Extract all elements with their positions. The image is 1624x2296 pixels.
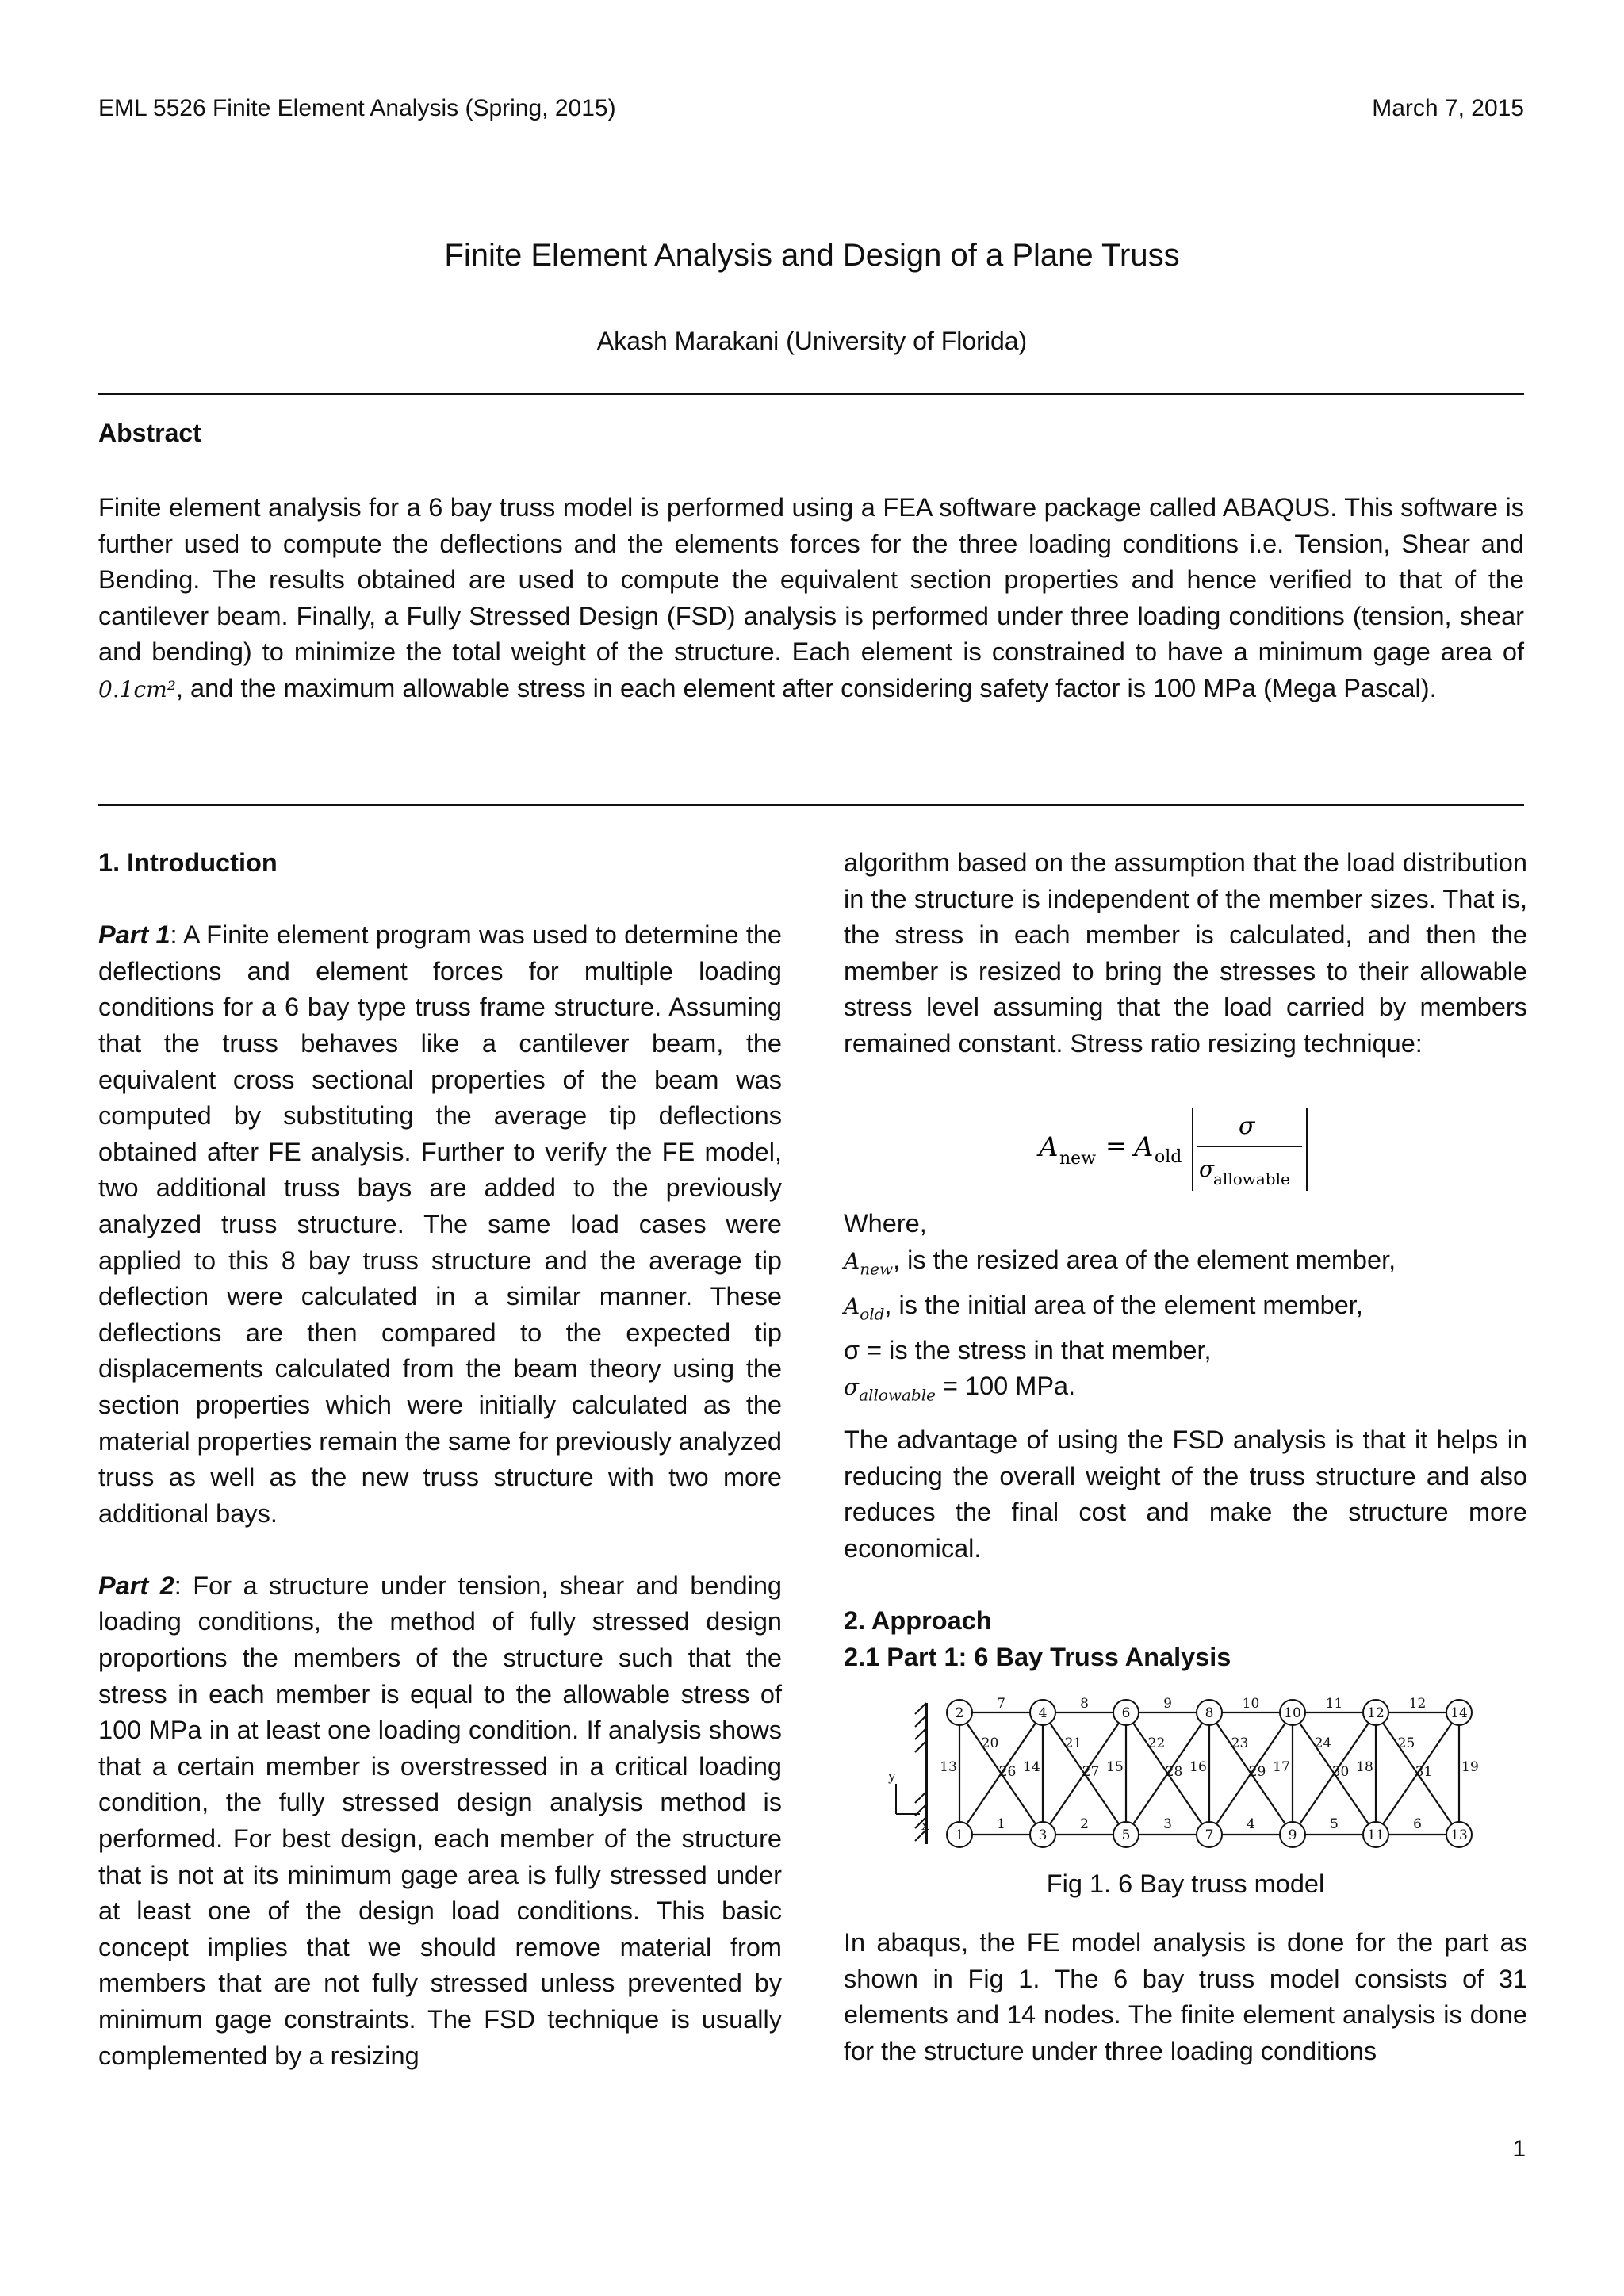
element-label-diagonal: 28 (1165, 1764, 1183, 1780)
truss-node (1113, 1822, 1139, 1847)
truss-node (1280, 1700, 1305, 1725)
advantage-and-approach (844, 1422, 1527, 1675)
element-label-top: 12 (1408, 1696, 1427, 1712)
abstract-text-b: , and the maximum allowable stress in each element after considering safety factor is 100 MPa (Mega Pascal). (176, 673, 1437, 702)
element-label-bottom: 1 (997, 1816, 1005, 1832)
part2-paragraph (98, 1568, 782, 2074)
node-label: 11 (1367, 1827, 1385, 1843)
figure-caption: Fig 1. 6 Bay truss model (1046, 1869, 1325, 1898)
truss-node (1197, 1822, 1222, 1847)
element-label-vertical: 18 (1356, 1759, 1373, 1775)
element-label-diagonal: 22 (1147, 1735, 1166, 1751)
element-label-diagonal: 29 (1248, 1764, 1266, 1780)
running-header-left: EML 5526 Finite Element Analysis (Spring, 2015) (98, 95, 616, 121)
part2-text: : For a structure under tension, shear and bending loading conditions, the method of fully stressed design proportions the members of the structure such that the stress in each member is equal to the allowable stress of 100 MPa in at least one loading condition. If analysis shows that a certain member is overstressed in a critical loading condition, the fully stressed design analysis method is performed. For best design, each member of the structure that is not at its minimum gage area is fully stressed under at least one of the design load conditions. This basic concept implies that we should remove material from members that are not fully stressed unless prevented by minimum gage constraints. The FSD technique is usually complemented by a resizing (98, 1571, 783, 2070)
truss-node (1197, 1700, 1222, 1725)
where-aold (844, 1288, 1527, 1333)
truss-node (1030, 1822, 1055, 1847)
element-label-vertical: 19 (1461, 1759, 1479, 1775)
element-label-vertical: 16 (1189, 1759, 1207, 1775)
truss-node (1446, 1822, 1472, 1847)
gage-area-math: 0.1cm² (98, 675, 176, 702)
formula-lhs: A (1039, 1131, 1059, 1163)
node-label: 3 (1038, 1827, 1048, 1843)
part1-text: : A Finite element program was used to determine the deflections and element forces for multiple loading conditions for a 6 bay type truss frame structure. Assuming that the truss behaves like a cantilever beam, the equivalent cross sectional properties of the beam was computed by substituting the average tip deflections obtained after FE analysis. Further to verify the FE model, two additional truss bays are added to the previously analyzed truss structure. The same load cases were applied to this 8 bay truss structure and the average tip deflection were calculated in a similar manner. These deflections are then compared to the expected tip displacements calculated from the beam theory using the section properties which were initially calculated as the material properties remain the same for previously analyzed truss as well as the new truss structure with two more additional bays. (98, 920, 783, 1528)
node-label: 10 (1284, 1705, 1301, 1721)
anew-symbol: A (844, 1247, 860, 1274)
truss-node (1446, 1700, 1472, 1725)
left-column (98, 845, 782, 2074)
node-label: 6 (1121, 1705, 1131, 1721)
running-header-date: March 7, 2015 (1372, 95, 1524, 121)
part1-paragraph (98, 917, 782, 1532)
aold-symbol: A (844, 1292, 860, 1319)
part2-label: Part 2 (98, 1571, 174, 1600)
anew-desc: , is the resized area of the element member, (893, 1245, 1396, 1274)
abstract-heading: Abstract (98, 419, 201, 447)
element-label-vertical: 17 (1273, 1759, 1290, 1775)
top-rule (98, 393, 1524, 395)
element-label-diagonal: 30 (1331, 1764, 1350, 1780)
truss-node (1363, 1700, 1388, 1725)
closing-paragraph: In abaqus, the FE model analysis is done for the part as shown in Fig 1. The 6 bay truss model consists of 31 elements and 14 nodes. The finite element analysis is done for the structure under three loading conditions (844, 1928, 1527, 2065)
sallow-desc: = 100 MPa. (935, 1372, 1076, 1401)
truss-node (1280, 1822, 1305, 1847)
aold-sub: old (860, 1304, 885, 1324)
element-label-diagonal: 21 (1064, 1735, 1082, 1751)
x-axis-label: x (921, 1818, 929, 1834)
element-label-bottom: 6 (1413, 1816, 1422, 1832)
truss-node (1113, 1700, 1139, 1725)
sallow-symbol: σ (844, 1374, 860, 1401)
node-label: 2 (955, 1705, 964, 1721)
element-label-top: 11 (1325, 1696, 1343, 1712)
paper-title: Finite Element Analysis and Design of a Plane Truss (444, 238, 1180, 273)
truss-node (947, 1822, 972, 1847)
advantage-paragraph: The advantage of using the FSD analysis is that it helps in reducing the overall weight of the truss structure and also reduces the final cost and make the structure more economical. (844, 1425, 1527, 1563)
element-label-diagonal: 31 (1415, 1764, 1433, 1780)
right-column-continuation: algorithm based on the assumption that the load distribution in the structure is independent of the member sizes. That is, the stress in each member is calculated, and then the member is resized to bring the stresses to their allowable stress level assuming that the load carried by members remained constant. Stress ratio resizing technique: (844, 848, 1527, 1058)
formula-denominator: σ (1199, 1156, 1215, 1182)
formula-lhs-sub: new (1059, 1149, 1097, 1169)
node-label: 7 (1205, 1827, 1214, 1843)
element-label-bottom: 4 (1247, 1816, 1255, 1832)
element-label-top: 9 (1163, 1696, 1172, 1712)
node-label: 5 (1121, 1827, 1131, 1843)
element-label-bottom: 3 (1163, 1816, 1172, 1832)
element-label-vertical: 15 (1106, 1759, 1124, 1775)
node-label: 14 (1450, 1705, 1468, 1721)
formula-rhs-sub: old (1155, 1147, 1182, 1167)
node-label: 13 (1450, 1827, 1468, 1843)
where-sallow (844, 1368, 1527, 1414)
approach-subheading: 2.1 Part 1: 6 Bay Truss Analysis (844, 1642, 1231, 1671)
element-label-top: 8 (1080, 1696, 1089, 1712)
element-label-diagonal: 23 (1231, 1735, 1249, 1751)
truss-node (947, 1700, 972, 1725)
element-label-diagonal: 24 (1314, 1735, 1332, 1751)
element-label-top: 7 (997, 1696, 1005, 1712)
formula-numerator: σ (1239, 1112, 1255, 1140)
resizing-formula (1031, 1102, 1348, 1197)
anew-sub: new (860, 1259, 894, 1279)
formula-denominator-sub: allowable (1213, 1169, 1290, 1188)
element-label-vertical: 14 (1023, 1759, 1040, 1775)
truss-node (1030, 1700, 1055, 1725)
page-number: 1 (1512, 2136, 1526, 2162)
element-label-vertical: 13 (940, 1759, 957, 1775)
element-label-diagonal: 26 (998, 1764, 1017, 1780)
sallow-sub: allowable (859, 1385, 936, 1405)
element-label-bottom: 2 (1080, 1816, 1089, 1832)
where-anew (844, 1242, 1527, 1288)
node-label: 1 (955, 1827, 964, 1843)
formula-rhs: A (1134, 1131, 1154, 1163)
node-label: 8 (1205, 1705, 1214, 1721)
node-label: 9 (1288, 1827, 1297, 1843)
formula-equals: = (1105, 1131, 1127, 1161)
where-sigma: σ = is the stress in that member, (844, 1335, 1212, 1364)
where-block (844, 1206, 1527, 1414)
abstract-text-a: Finite element analysis for a 6 bay truss model is performed using a FEA software package called ABAQUS. This software is further used to compute the deflections and the elements forces for the three loading conditions i.e. Tension, Shear and Bending. The results obtained are used to compute the equivalent section properties and hence verified to that of the cantilever beam. Finally, a Fully Stressed Design (FSD) analysis is performed under three loading conditions (tension, shear and bending) to minimize the total weight of the structure. Each element is constrained to have a minimum gage area of (98, 493, 1524, 666)
element-label-diagonal: 25 (1397, 1735, 1415, 1751)
element-label-diagonal: 27 (1082, 1764, 1100, 1780)
truss-node (1363, 1822, 1388, 1847)
intro-heading: 1. Introduction (98, 848, 278, 877)
element-label-top: 10 (1242, 1696, 1260, 1712)
author-line: Akash Marakani (University of Florida) (596, 327, 1028, 355)
approach-heading: 2. Approach (844, 1605, 992, 1635)
element-label-bottom: 5 (1330, 1816, 1339, 1832)
truss-figure (888, 1695, 1491, 1852)
node-label: 4 (1038, 1705, 1048, 1721)
element-label-diagonal: 20 (981, 1735, 999, 1751)
aold-desc: , is the initial area of the element member, (884, 1290, 1363, 1319)
axes-indicator (887, 1769, 929, 1834)
where-label: Where, (844, 1209, 927, 1238)
abstract-rule (98, 804, 1524, 806)
part1-label: Part 1 (98, 920, 170, 950)
abstract-body (98, 490, 1524, 707)
node-label: 12 (1367, 1705, 1385, 1721)
y-axis-label: y (888, 1769, 896, 1785)
